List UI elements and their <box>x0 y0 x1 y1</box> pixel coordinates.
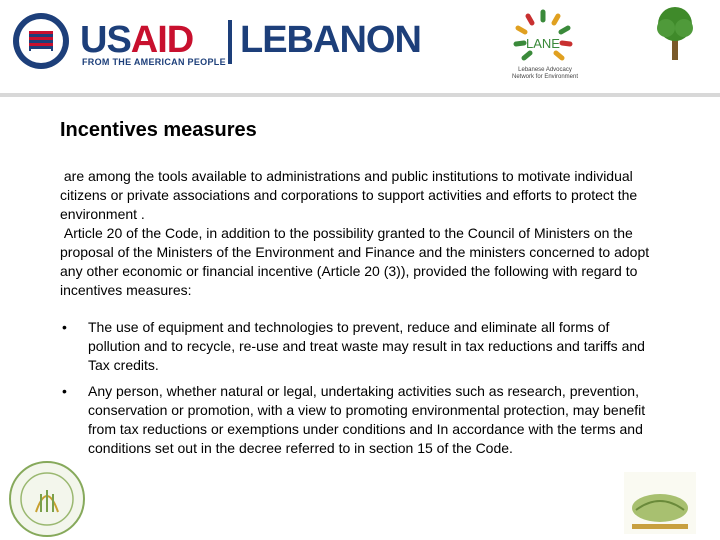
usaid-seal-icon <box>12 12 70 70</box>
lebanon-wordmark: LEBANON <box>240 19 421 61</box>
slide-content <box>60 118 660 464</box>
tree-logo-icon <box>650 4 700 64</box>
logo-divider <box>228 20 232 64</box>
usaid-wordmark-aid: AID <box>130 19 194 61</box>
intro-paragraph: are among the tools available to administrations and public institutions to motivate individual citizens or private associations and corporations to support activities and efforts to protect the environment . <box>60 168 642 222</box>
usaid-tagline: FROM THE AMERICAN PEOPLE <box>82 57 226 67</box>
bullet-icon: • <box>62 382 67 399</box>
university-seal-icon <box>8 460 86 538</box>
usaid-wordmark-us: US <box>80 19 131 61</box>
header-divider <box>0 93 720 97</box>
lane-caption: Lebanese Advocacy Network for Environment <box>511 67 579 80</box>
bullet-icon: • <box>62 319 67 335</box>
lane-logo-text: LANE <box>526 36 560 51</box>
article-paragraph: Article 20 of the Code, in addition to the possibility granted to the Council of Ministers on the proposal of the Ministers of the Environment and Finance and the ministers concerned to adopt any other economic or financial incentive (Article 20 (3)), provided the following with regard to incentives measures: <box>60 225 654 298</box>
usaid-wordmark <box>80 20 193 60</box>
eco-movement-logo-icon <box>622 470 698 536</box>
page-title: Incentives measures <box>60 119 257 141</box>
lane-logo-icon <box>510 6 576 72</box>
header-banner <box>0 0 720 95</box>
bullet-text: The use of equipment and technologies to prevent, reduce and eliminate all forms of pollution and to recycle, re-use and treat waste may result in tax reductions and tariffs and Tax credits. <box>88 319 645 374</box>
list-item <box>60 318 660 376</box>
bullet-text: Any person, whether natural or legal, undertaking activities such as research, prevention, conservation or promotion, with a view to promoting environmental protection, may benefit from tax reductions or exemptions under conditions and In accordance with the terms and conditions set out in the decree referred to in section 15 of the Code. <box>88 382 646 457</box>
bullet-list <box>60 318 660 458</box>
list-item <box>60 382 660 459</box>
